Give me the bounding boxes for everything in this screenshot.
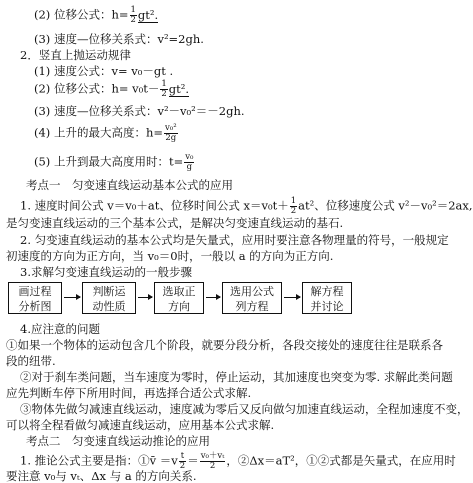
paragraph-line: ①如果一个物体的运动包含几个阶段，就要分段分析，各段交接处的速度往往是联系各 xyxy=(6,338,443,352)
topic-two-heading: 考点二 匀变速直线运动推论的应用 xyxy=(26,434,210,448)
flow-arrow xyxy=(284,297,300,298)
fraction-avg-velocity: $\frac{\text{v₀＋vₜ}}{2}$ xyxy=(200,451,225,471)
fraction-time-up: $\frac{\text{v₀}}{g}$ xyxy=(185,152,194,172)
free-fall-velocity-displacement: (3) 速度—位移关系式：v²=2gh. xyxy=(34,32,204,46)
flow-step-5: 解方程 并讨论 xyxy=(302,282,352,314)
time-to-max-height: (5) 上升到最大高度用时：t= $\frac{\text{v₀}}{g}$ xyxy=(34,152,194,172)
corollary-formulas-line: 1. 推论公式主要是指：①v̄ ＝v $\frac{t}{2}$ ＝ $\frac{\text{v₀＋vₜ}}{2}$ ，②Δx＝aT²，①②式都是矢量式，在应用时 xyxy=(20,451,456,471)
paragraph-line: ②对于刹车类问题，当车速度为零时，停止运动，其加速度也突变为零. 求解此类问题 xyxy=(20,370,453,384)
topic-one-heading: 考点一 匀变速直线运动基本公式的应用 xyxy=(26,178,233,192)
paragraph-line: 可以将全程看做匀减速直线运动，应用基本公式求解. xyxy=(6,418,275,432)
paragraph-line: 应先判断车停下所用时间，再选择合适公式求解. xyxy=(6,386,252,400)
steps-heading: 3.求解匀变速直线运动的一般步骤 xyxy=(20,265,192,279)
paragraph-line: 段的纽带. xyxy=(6,354,56,368)
line-text: gt². xyxy=(137,7,159,22)
flow-step-1: 画过程 分析图 xyxy=(8,282,62,314)
line-text: (2) 位移公式：h= xyxy=(34,7,129,22)
fraction-half: $\frac{1}{2}$ xyxy=(290,196,297,216)
throw-velocity-displacement: (3) 速度—位移关系式：v²－v₀²＝－2gh. xyxy=(34,104,245,118)
throw-velocity-formula: (1) 速度公式：v= v₀－gt . xyxy=(34,64,174,78)
max-height-formula: (4) 上升的最大高度：h= $\frac{\text{v₀²}}{2g}$ xyxy=(34,123,177,143)
flow-arrow xyxy=(138,297,152,298)
paragraph-line: 2. 匀变速直线运动的基本公式均是矢量式，应用时要注意各物理量的符号，一般规定 xyxy=(20,233,449,247)
paragraph-line: ③物体先做匀减速直线运动，速度减为零后又反向做匀加速直线运动，全程加速度不变， xyxy=(20,402,469,416)
flow-arrow xyxy=(206,297,220,298)
flow-step-2: 判断运 动性质 xyxy=(82,282,136,314)
fraction-half: $\frac{1}{2}$ xyxy=(161,79,167,99)
paragraph-line: 初速度的方向为正方向，当 v₀＝0时，一般以 a 的方向为正方向. xyxy=(6,249,334,263)
flow-step-3: 选取正 方向 xyxy=(154,282,204,314)
paragraph-line: 要注意 v₀与 vₜ、Δx 与 a 的方向关系. xyxy=(6,469,197,483)
paragraph-line: 是匀变速直线运动的三个基本公式，是解决匀变速直线运动的基石. xyxy=(6,216,344,230)
fraction-max-height: $\frac{\text{v₀²}}{2g}$ xyxy=(165,123,177,143)
section-heading-vertical-throw: 2．竖直上抛运动规律 xyxy=(20,48,131,62)
basic-formulas-line: 1. 速度时间公式 v＝v₀＋at、位移时间公式 x＝v₀t＋ $\frac{1}{2}$ at²、位移速度公式 v²－v₀²＝2ax, xyxy=(20,196,473,216)
flow-step-4: 选用公式 列方程 xyxy=(222,282,282,314)
notes-heading: 4.应注意的问题 xyxy=(20,322,100,336)
flow-arrow xyxy=(64,297,80,298)
fraction-half-t: $\frac{t}{2}$ xyxy=(179,451,186,471)
fraction-half: $\frac{1}{2}$ xyxy=(130,5,136,25)
free-fall-displacement xyxy=(34,6,158,25)
throw-displacement-formula: (2) 位移公式：h= v₀t－ $\frac{1}{2}$ gt². xyxy=(34,79,190,99)
solution-steps-flowchart xyxy=(8,282,438,316)
